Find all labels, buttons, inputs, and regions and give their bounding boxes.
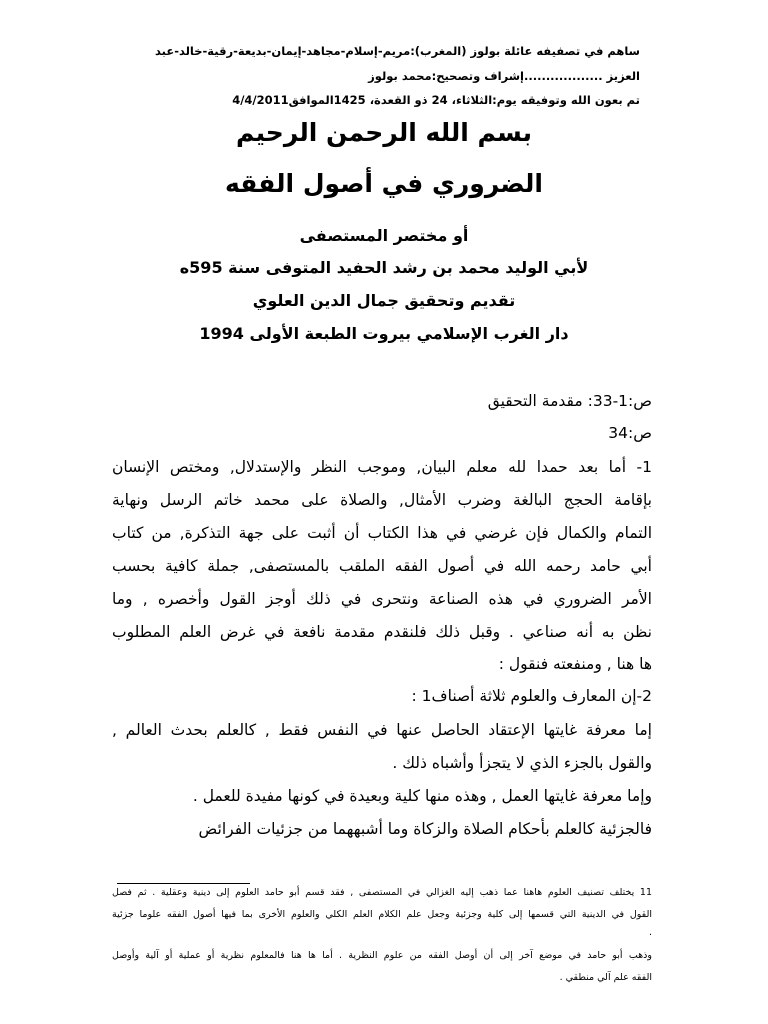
body-line: بإقامة الحجج البالغة وضرب الأمثال, والصلاة على محمد خاتم الرسل ونهاية [112,491,652,509]
body-line: فالجزئية كالعلم بأحكام الصلاة والزكاة وما أشبههما من جزئيات الفرائض [198,820,652,838]
body-line: إما معرفة غايتها الإعتقاد الحاصل عنها في النفس فقط , كالعلم بحدث العالم , [112,721,652,739]
header-supervision: العزيز ..................إشراف وتصحيح:محمد بولوز [368,69,640,83]
body-line: نظن به أنه صناعي . وقبل ذلك فلنقدم مقدمة نافعة في غرض العلم المطلوب [112,623,652,641]
basmala: بسم الله الرحمن الرحيم [236,118,532,147]
body-line: أبي حامد رحمه الله في أصول الفقه الملقب بالمستصفى, جملة كافية بحسب [112,557,652,575]
footnote-line: 11 يختلف تصنيف العلوم هاهنا عما ذهب إليه الغزالي في المستصفى , فقد قسم أبو حامد العلوم إلى دينية وعقلية . ثم فصل [112,887,652,898]
page-ref-34: ص:34 [608,424,652,442]
body-line: 2-إن المعارف والعلوم ثلاثة أصناف1 : [411,687,652,705]
body-line: الأمر الضروري في هذه الصناعة ونتحرى في ذلك أوجز القول وأخصره , وما [112,590,652,608]
body-line: وإما معرفة غايتها العمل , وهذه منها كلية وبعيدة في كونها مفيدة للعمل . [192,787,652,805]
footnote-line: . [648,927,652,938]
page-ref-intro: ص:1-33: مقدمة التحقيق [487,392,652,410]
footnote-line: القول في الدينية التي قسمها إلى كلية وجزئية وجعل علم الكلام العلم الكلي والعلوم الأخرى بما فيها أصول الفقه علوما جزئية [112,909,652,920]
body-line: والقول بالجزء الذي لا يتجزأ وأشباه ذلك . [392,754,652,772]
footnote-separator [117,883,250,884]
book-editor: تقديم وتحقيق جمال الدين العلوي [252,291,516,310]
book-subtitle: أو مختصر المستصفى [299,226,469,245]
body-line: ها هنا , ومنفعته فنقول : [498,655,652,673]
header-contributors: ساهم في تصفيفه عائلة بولوز (المغرب):مريم-إسلام-مجاهد-إيمان-بديعة-رقية-خالد-عبد [155,44,640,58]
footnote-line: وذهب أبو حامد في موضع آخر إلى أن أوصل الفقه من علوم النظرية . أما ها هنا فالمعلوم نظرية أو عملية أو آلية وأوصل [112,950,652,961]
book-title: الضروري في أصول الفقه [225,169,543,198]
header-date: تم بعون الله وتوفيقه يوم:الثلاثاء، 24 ذو القعدة، 1425الموافق4/4/2011 [232,93,640,107]
book-author: لأبي الوليد محمد بن رشد الحفيد المتوفى سنة 595ه [179,258,589,277]
body-line: التمام والكمال فإن غرضي في هذا الكتاب أن أثبت على جهة التذكرة, من كتاب [112,524,652,542]
book-publisher: دار الغرب الإسلامي بيروت الطبعة الأولى 1994 [199,324,569,343]
footnote-line: الفقه علم آلي منطقي . [559,972,652,983]
body-line: 1- أما بعد حمدا لله معلم البيان, وموجب النظر والإستدلال, ومختص الإنسان [112,458,652,476]
